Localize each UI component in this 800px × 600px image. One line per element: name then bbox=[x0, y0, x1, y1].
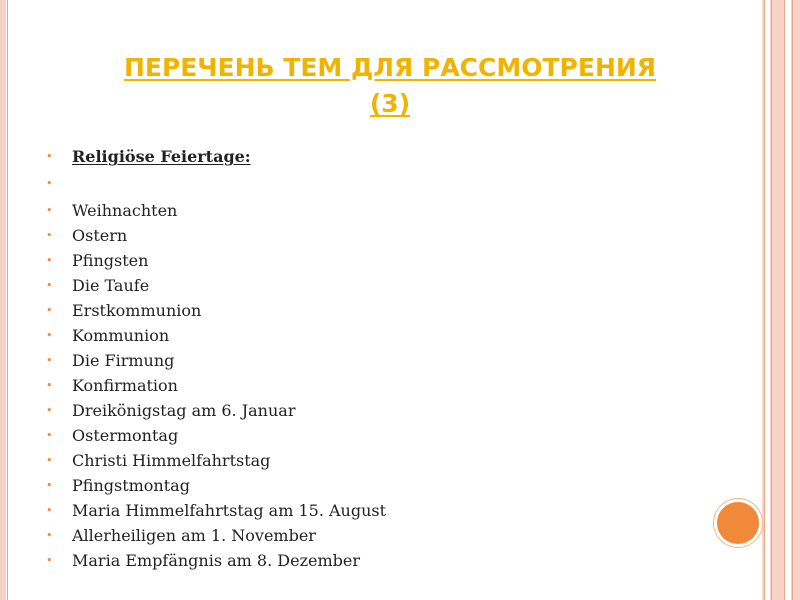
list-item bbox=[46, 198, 386, 223]
bullet-icon: • bbox=[46, 229, 53, 242]
right-frame-stripe bbox=[785, 0, 791, 600]
bullet-icon: • bbox=[46, 554, 53, 567]
list-item-heading bbox=[46, 144, 386, 171]
topic-list bbox=[46, 144, 386, 573]
list-item-text: Konfirmation bbox=[72, 376, 178, 395]
list-item-text: Allerheiligen am 1. November bbox=[72, 526, 316, 545]
list-item-text: Erstkommunion bbox=[72, 301, 202, 320]
list-item bbox=[46, 348, 386, 373]
right-frame-line bbox=[764, 0, 765, 600]
slide-title bbox=[40, 50, 740, 122]
bullet-icon: • bbox=[46, 454, 53, 467]
slide-title-line-2: (3) bbox=[369, 89, 411, 118]
list-item-text: Pfingstmontag bbox=[72, 476, 190, 495]
list-item-text: Maria Himmelfahrtstag am 15. August bbox=[72, 501, 387, 520]
left-frame-border bbox=[0, 0, 6, 600]
bullet-icon: • bbox=[46, 429, 53, 442]
list-item bbox=[46, 423, 386, 448]
bullet-icon: • bbox=[46, 529, 53, 542]
left-frame-line bbox=[7, 0, 8, 600]
list-item-text: Pfingsten bbox=[72, 251, 149, 270]
list-item bbox=[46, 398, 386, 423]
list-item bbox=[46, 373, 386, 398]
list-item-empty bbox=[46, 171, 386, 198]
list-item bbox=[46, 498, 386, 523]
list-item-text: Maria Empfängnis am 8. Dezember bbox=[72, 551, 361, 570]
bullet-icon: • bbox=[46, 354, 53, 367]
list-item bbox=[46, 248, 386, 273]
list-item bbox=[46, 323, 386, 348]
section-heading: Religiöse Feiertage: bbox=[72, 147, 251, 166]
bullet-icon: • bbox=[46, 404, 53, 417]
list-item bbox=[46, 223, 386, 248]
list-item bbox=[46, 523, 386, 548]
list-item bbox=[46, 473, 386, 498]
right-frame-stripe bbox=[765, 0, 770, 600]
bullet-icon: • bbox=[46, 379, 53, 392]
list-item-text: Dreikönigstag am 6. Januar bbox=[72, 401, 296, 420]
bullet-icon: • bbox=[46, 150, 53, 163]
list-item bbox=[46, 298, 386, 323]
list-item-text: Kommunion bbox=[72, 326, 170, 345]
right-frame-line bbox=[792, 0, 793, 600]
list-item-text: Ostern bbox=[72, 226, 128, 245]
list-item-text: Die Firmung bbox=[72, 351, 175, 370]
list-item bbox=[46, 273, 386, 298]
slide-title-line-1: ПЕРЕЧЕНЬ ТЕМ ДЛЯ РАССМОТРЕНИЯ bbox=[123, 53, 657, 82]
decorative-circle bbox=[714, 499, 762, 547]
list-item-text: Ostermontag bbox=[72, 426, 179, 445]
bullet-icon: • bbox=[46, 329, 53, 342]
list-item bbox=[46, 448, 386, 473]
list-item bbox=[46, 548, 386, 573]
list-item-text: Die Taufe bbox=[72, 276, 150, 295]
right-frame-line bbox=[771, 0, 772, 600]
list-item-text: Weihnachten bbox=[72, 201, 178, 220]
bullet-icon: • bbox=[46, 254, 53, 267]
right-frame-line bbox=[784, 0, 785, 600]
bullet-icon: • bbox=[46, 304, 53, 317]
bullet-icon: • bbox=[46, 177, 53, 190]
list-item-text: Christi Himmelfahrtstag bbox=[72, 451, 271, 470]
bullet-icon: • bbox=[46, 479, 53, 492]
bullet-icon: • bbox=[46, 279, 53, 292]
bullet-icon: • bbox=[46, 504, 53, 517]
bullet-icon: • bbox=[46, 204, 53, 217]
